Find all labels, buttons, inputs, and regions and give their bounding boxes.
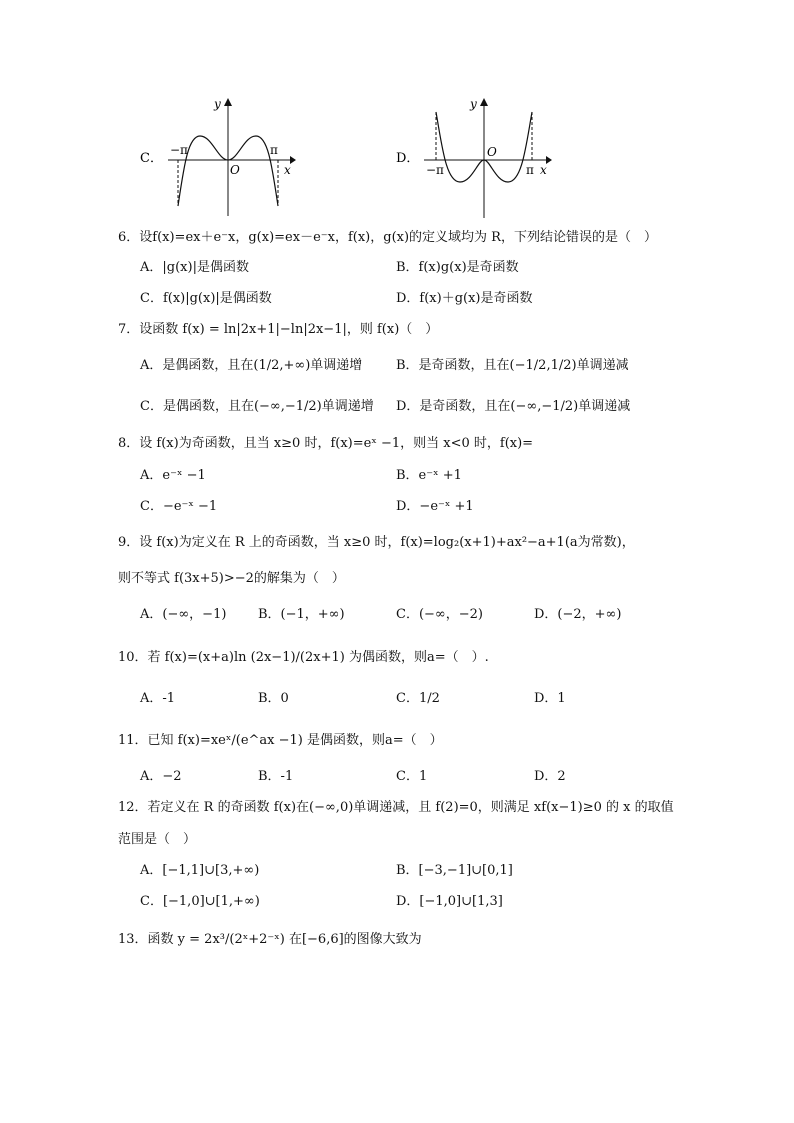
question-11-stem: 11．已知 f(x)=xeˣ/(e^ax −1) 是偶函数，则a=（ ） — [118, 733, 443, 748]
question-11-option-a[interactable]: A．−2 — [140, 769, 182, 784]
question-9-option-b[interactable]: B．(−1，+∞) — [258, 607, 345, 622]
question-6-option-d[interactable]: D．f(x)＋g(x)是奇函数 — [396, 291, 533, 306]
question-12-option-c[interactable]: C．[−1,0]∪[1,+∞) — [140, 894, 260, 909]
question-8-option-c[interactable]: C．−e⁻ˣ −1 — [140, 499, 218, 514]
question-7-option-a[interactable]: A．是偶函数，且在(1/2,+∞)单调递增 — [140, 358, 363, 373]
question-10-option-a[interactable]: A．-1 — [140, 691, 176, 706]
graph-c-neg-pi: −π — [170, 143, 188, 157]
question-9-option-c[interactable]: C．(−∞，−2) — [396, 607, 483, 622]
question-12-stem: 12．若定义在 R 的奇函数 f(x)在(−∞,0)单调递减，且 f(2)=0，则满足 xf(x−1)≥0 的 x 的取值 — [118, 800, 674, 815]
question-10-option-c[interactable]: C．1/2 — [396, 691, 440, 706]
question-13-stem: 13．函数 y = 2x³/(2ˣ+2⁻ˣ) 在[−6,6]的图像大致为 — [118, 932, 422, 947]
question-8-option-a[interactable]: A．e⁻ˣ −1 — [140, 468, 206, 483]
question-12-option-b[interactable]: B．[−3,−1]∪[0,1] — [396, 863, 513, 878]
graph-d-svg — [396, 96, 556, 221]
question-11-option-b[interactable]: B．-1 — [258, 769, 294, 784]
question-7-option-b[interactable]: B．是奇函数，且在(−1/2,1/2)单调递减 — [396, 358, 629, 373]
graph-d-y-label: y — [470, 97, 477, 111]
question-9-stem-continued: 则不等式 f(3x+5)>−2的解集为（ ） — [118, 571, 345, 586]
graph-c-label: C． — [140, 151, 163, 166]
graph-c-y-arrow — [224, 98, 232, 106]
question-11-option-c[interactable]: C．1 — [396, 769, 428, 784]
graph-d-neg-pi: −π — [426, 163, 444, 177]
question-8-stem: 8．设 f(x)为奇函数，且当 x≥0 时，f(x)=eˣ −1，则当 x<0 时，f(x)= — [118, 436, 534, 451]
question-11-option-d[interactable]: D．2 — [534, 769, 566, 784]
question-6-option-c[interactable]: C．f(x)|g(x)|是偶函数 — [140, 291, 272, 306]
question-7-option-d[interactable]: D．是奇函数，且在(−∞,−1/2)单调递减 — [396, 399, 631, 414]
graph-d-x-arrow — [546, 156, 552, 164]
question-7-stem: 7．设函数 f(x) = ln|2x+1|−ln|2x−1|，则 f(x)（ ） — [118, 322, 439, 337]
graph-d-pi: π — [526, 163, 534, 177]
graph-c-x-label: x — [284, 163, 291, 177]
question-12-option-a[interactable]: A．[−1,1]∪[3,+∞) — [140, 863, 260, 878]
graph-c-svg — [140, 96, 300, 221]
question-8-option-d[interactable]: D．−e⁻ˣ +1 — [396, 499, 474, 514]
graph-d-label: D． — [396, 151, 420, 166]
question-6-option-b[interactable]: B．f(x)g(x)是奇函数 — [396, 260, 519, 275]
question-7-option-c[interactable]: C．是偶函数，且在(−∞,−1/2)单调递增 — [140, 399, 374, 414]
graph-d-y-arrow — [480, 98, 488, 106]
graph-c-y-label: y — [214, 97, 221, 111]
question-6-stem: 6．设f(x)=ex＋e⁻x，g(x)=ex－e⁻x，f(x)，g(x)的定义域均为 R，下列结论错误的是（ ） — [118, 230, 657, 245]
graph-c-x-arrow — [290, 156, 296, 164]
question-9-stem: 9．设 f(x)为定义在 R 上的奇函数，当 x≥0 时，f(x)=log₂(x+1)+ax²−a+1(a为常数)， — [118, 535, 635, 550]
graph-c-origin: O — [230, 163, 240, 177]
graph-option-c — [140, 96, 300, 221]
question-8-option-b[interactable]: B．e⁻ˣ +1 — [396, 468, 462, 483]
graph-d-origin: O — [487, 145, 497, 159]
question-10-stem: 10．若 f(x)=(x+a)ln (2x−1)/(2x+1) 为偶函数，则a=（ ）. — [118, 650, 489, 665]
question-6-option-a[interactable]: A．|g(x)|是偶函数 — [140, 260, 249, 275]
question-10-option-d[interactable]: D．1 — [534, 691, 566, 706]
question-12-stem-continued: 范围是（ ） — [118, 832, 197, 847]
graph-d-x-label: x — [540, 163, 547, 177]
question-10-option-b[interactable]: B．0 — [258, 691, 289, 706]
question-9-option-d[interactable]: D．(−2，+∞) — [534, 607, 622, 622]
graph-c-pi: π — [270, 143, 278, 157]
question-9-option-a[interactable]: A．(−∞，−1) — [140, 607, 227, 622]
question-12-option-d[interactable]: D．[−1,0]∪[1,3] — [396, 894, 503, 909]
graph-option-d — [396, 96, 556, 221]
